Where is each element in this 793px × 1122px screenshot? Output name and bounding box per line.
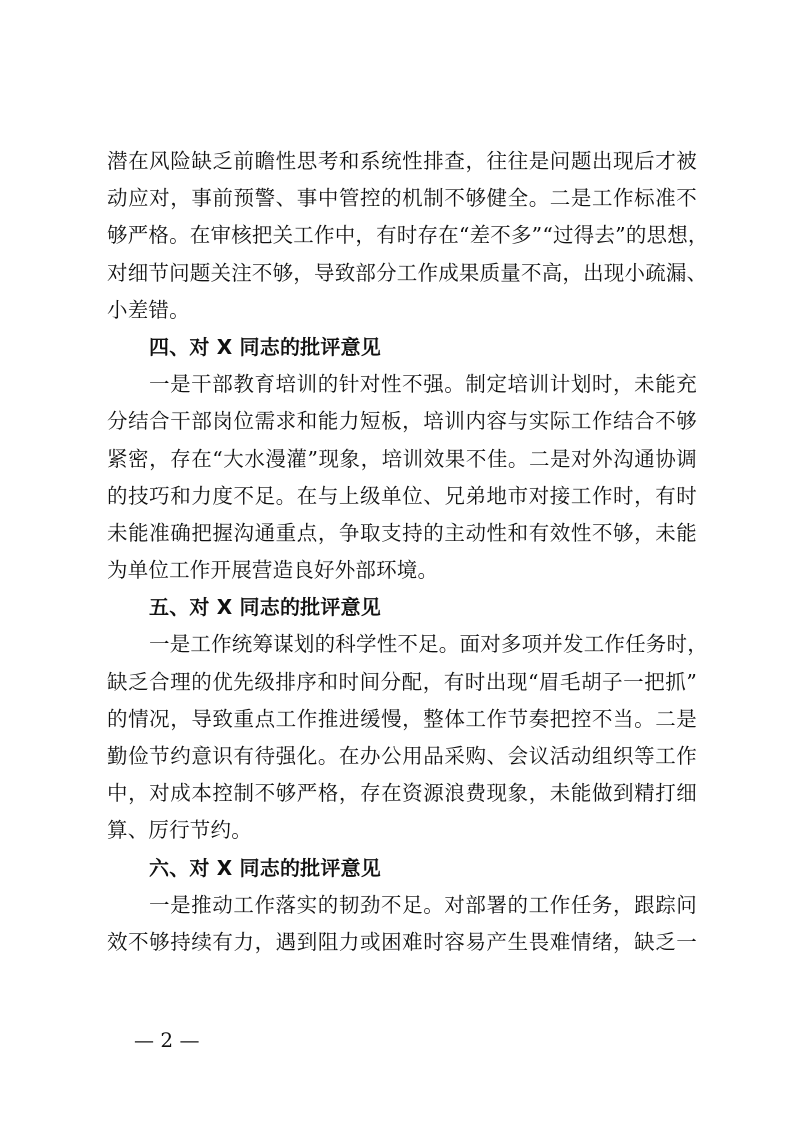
paragraph-line: 小差错。 <box>107 297 190 322</box>
paragraph-line: 算、厉行节约。 <box>107 818 252 843</box>
paragraph-line: 效不够持续有力，遇到阻力或困难时容易产生畏难情绪，缺乏一 <box>107 929 697 954</box>
paragraph-line: 分结合干部岗位需求和能力短板，培训内容与实际工作结合不够 <box>107 409 697 434</box>
section-heading-4: 四、对 X 同志的批评意见 <box>149 334 381 359</box>
section-heading-5: 五、对 X 同志的批评意见 <box>149 595 381 620</box>
paragraph-line: 够严格。在审核把关工作中，有时存在“差不多”“过得去”的思想， <box>107 223 709 248</box>
document-page <box>107 143 709 961</box>
paragraph-line: 中，对成本控制不够严格，存在资源浪费现象，未能做到精打细 <box>107 781 697 806</box>
paragraph-line: 一是工作统筹谋划的科学性不足。面对多项并发工作任务时， <box>149 632 708 657</box>
paragraph-line: 的技巧和力度不足。在与上级单位、兄弟地市对接工作时，有时 <box>107 483 697 508</box>
paragraph-line: 紧密，存在“大水漫灌”现象，培训效果不佳。二是对外沟通协调 <box>107 446 697 471</box>
section-heading-6: 六、对 X 同志的批评意见 <box>149 855 381 880</box>
page-number: — 2 — <box>134 1028 200 1052</box>
paragraph-line: 为单位工作开展营造良好外部环境。 <box>107 558 439 583</box>
paragraph-line: 缺乏合理的优先级排序和时间分配，有时出现“眉毛胡子一把抓” <box>107 669 697 694</box>
paragraph-line: 对细节问题关注不够，导致部分工作成果质量不高，出现小疏漏、 <box>107 260 708 285</box>
paragraph-line: 未能准确把握沟通重点，争取支持的主动性和有效性不够，未能 <box>107 520 697 545</box>
paragraph-line: 潜在风险缺乏前瞻性思考和系统性排查，往往是问题出现后才被 <box>107 149 697 173</box>
paragraph-line: 勤俭节约意识有待强化。在办公用品采购、会议活动组织等工作 <box>107 744 697 768</box>
paragraph-line: 一是推动工作落实的韧劲不足。对部署的工作任务，跟踪问 <box>149 892 697 917</box>
paragraph-line: 一是干部教育培训的针对性不强。制定培训计划时，未能充 <box>149 372 697 397</box>
paragraph-line: 动应对，事前预警、事中管控的机制不够健全。二是工作标准不 <box>107 186 697 211</box>
paragraph-line: 的情况，导致重点工作推进缓慢，整体工作节奏把控不当。二是 <box>107 706 697 731</box>
